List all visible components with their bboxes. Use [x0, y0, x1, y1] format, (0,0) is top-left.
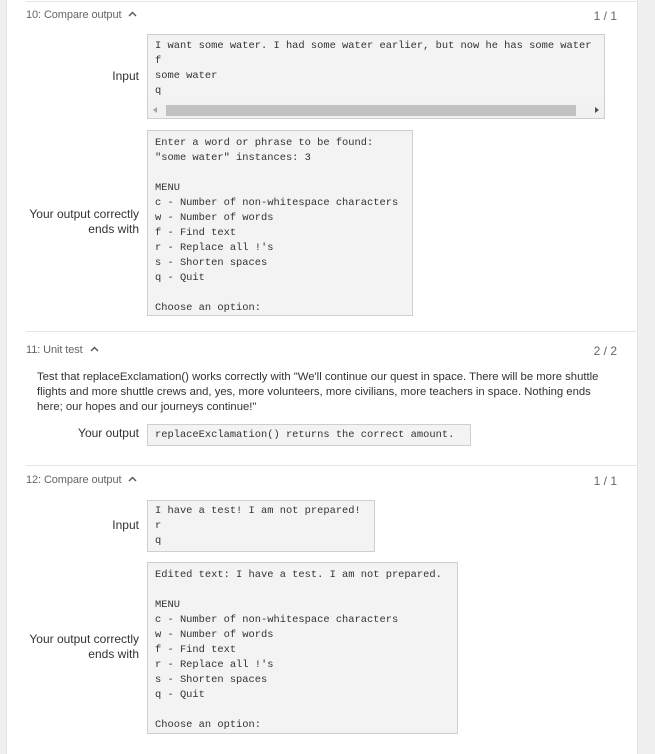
test-10-input-text: I want some water. I had some water earlier, but now he has some water f some water q: [155, 40, 592, 97]
chevron-up-icon: [128, 476, 137, 482]
test-10-score: 1 / 1: [593, 9, 617, 23]
scroll-right-arrow-icon[interactable]: [595, 107, 599, 113]
test-11-output-box: replaceExclamation() returns the correct amount.: [147, 424, 471, 446]
chevron-up-icon: [128, 11, 137, 17]
test-11-score: 2 / 2: [593, 344, 617, 358]
scroll-left-arrow-icon[interactable]: [153, 107, 157, 113]
test-12-input-label: Input: [112, 518, 139, 532]
test-12-title: 12: Compare output: [26, 474, 122, 486]
test-results-panel: [6, 0, 638, 754]
test-12-output-box: Edited text: I have a test. I am not prepared. MENU c - Number of non-whitespace characters w - Number of words f - Find text r - Replace all !'s s - Shorten spaces q - Quit Choose an option:: [147, 562, 458, 734]
divider: [26, 331, 637, 332]
test-11-output-label: Your output: [78, 426, 139, 440]
test-12-input-box: I have a test! I am not prepared! r q: [147, 500, 375, 552]
test-10-title: 10: Compare output: [26, 9, 122, 21]
test-10-output-box: Enter a word or phrase to be found: "some water" instances: 3 MENU c - Number of non-whitespace characters w - Number of words f - Find text r - Replace all !'s s - Shorten spaces q - Quit Choose an option:: [147, 130, 413, 316]
test-10-input-label: Input: [112, 69, 139, 83]
test-10-output-label: Your output correctly ends with: [29, 207, 139, 236]
test-10-toggle[interactable]: [26, 9, 137, 21]
horizontal-scrollbar[interactable]: [148, 103, 604, 118]
chevron-up-icon: [90, 346, 99, 352]
test-11-title: 11: Unit test: [26, 344, 83, 356]
divider: [26, 1, 637, 2]
test-11-description: Test that replaceExclamation() works correctly with "We'll continue our quest in space. There will be more shuttle flights and more shuttle crews and, yes, more volunteers, more civilians, more teachers in space. Nothing ends here; our hopes and our journeys continue!": [37, 371, 599, 413]
test-12-toggle[interactable]: [26, 474, 137, 486]
divider: [26, 465, 637, 466]
test-12-score: 1 / 1: [593, 474, 617, 488]
test-11-toggle[interactable]: [26, 344, 99, 356]
test-10-input-box[interactable]: [147, 34, 605, 119]
test-12-output-label: Your output correctly ends with: [29, 632, 139, 661]
scrollbar-thumb[interactable]: [166, 105, 576, 116]
